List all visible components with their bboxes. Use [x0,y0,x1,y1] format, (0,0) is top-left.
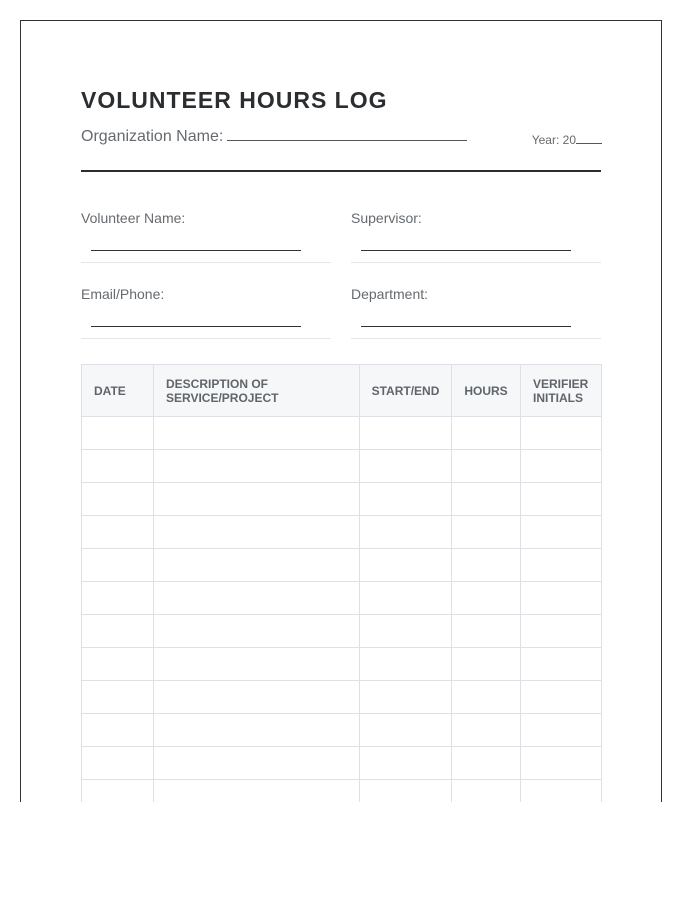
hours-cell[interactable] [452,549,521,582]
date-cell[interactable] [82,417,154,450]
email-phone-label: Email/Phone: [81,286,165,302]
field-divider [81,338,331,339]
date-cell[interactable] [82,450,154,483]
verifier-initials-cell[interactable] [521,516,602,549]
table-row [82,417,602,450]
hours-log-table [81,364,602,802]
start-end-cell[interactable] [360,747,452,780]
description-cell[interactable] [154,615,360,648]
hours-cell[interactable] [452,450,521,483]
hours-cell[interactable] [452,417,521,450]
description-cell[interactable] [154,747,360,780]
verifier-initials-cell[interactable] [521,780,602,803]
date-cell[interactable] [82,516,154,549]
department-label: Department: [351,286,429,302]
start-end-cell[interactable] [360,549,452,582]
document-title: VOLUNTEER HOURS LOG [81,87,388,113]
verifier-initials-cell[interactable] [521,483,602,516]
date-cell[interactable] [82,615,154,648]
year-blank[interactable] [576,134,602,144]
table-row [82,516,602,549]
table-row [82,615,602,648]
start-end-cell[interactable] [360,648,452,681]
supervisor-field[interactable] [351,210,601,263]
organization-name-field[interactable] [81,128,467,146]
organization-name-label: Organization Name: [81,128,224,145]
year-label: Year: 20 [531,133,576,147]
header-divider [81,170,601,172]
table-row [82,483,602,516]
hours-cell[interactable] [452,714,521,747]
supervisor-label: Supervisor: [351,210,422,226]
description-cell[interactable] [154,450,360,483]
hours-cell[interactable] [452,681,521,714]
description-cell[interactable] [154,483,360,516]
email-phone-blank[interactable] [91,316,301,327]
table-row [82,450,602,483]
column-header-description: DESCRIPTION OF SERVICE/PROJECT [154,365,360,417]
hours-cell[interactable] [452,516,521,549]
hours-cell[interactable] [452,780,521,803]
column-header-verifier-initials: VERIFIER INITIALS [521,365,602,417]
table-row [82,549,602,582]
description-cell[interactable] [154,417,360,450]
date-cell[interactable] [82,549,154,582]
table-row [82,681,602,714]
description-cell[interactable] [154,681,360,714]
field-divider [81,262,331,263]
year-field[interactable] [532,133,602,147]
verifier-initials-cell[interactable] [521,549,602,582]
verifier-initials-cell[interactable] [521,648,602,681]
table-row [82,747,602,780]
date-cell[interactable] [82,747,154,780]
hours-cell[interactable] [452,582,521,615]
start-end-cell[interactable] [360,780,452,803]
start-end-cell[interactable] [360,483,452,516]
verifier-initials-cell[interactable] [521,417,602,450]
volunteer-name-blank[interactable] [91,240,301,251]
description-cell[interactable] [154,780,360,803]
table-header-row [82,365,602,417]
description-cell[interactable] [154,549,360,582]
start-end-cell[interactable] [360,681,452,714]
date-cell[interactable] [82,714,154,747]
column-header-date: DATE [82,365,154,417]
date-cell[interactable] [82,582,154,615]
department-field[interactable] [351,286,601,339]
verifier-initials-cell[interactable] [521,714,602,747]
verifier-initials-cell[interactable] [521,681,602,714]
start-end-cell[interactable] [360,615,452,648]
column-header-start-end: START/END [360,365,452,417]
hours-cell[interactable] [452,483,521,516]
hours-cell[interactable] [452,648,521,681]
table-row [82,648,602,681]
date-cell[interactable] [82,483,154,516]
column-header-hours: HOURS [452,365,521,417]
volunteer-name-label: Volunteer Name: [81,210,186,226]
hours-cell[interactable] [452,747,521,780]
supervisor-blank[interactable] [361,240,571,251]
description-cell[interactable] [154,648,360,681]
table-row [82,714,602,747]
date-cell[interactable] [82,681,154,714]
start-end-cell[interactable] [360,714,452,747]
organization-name-blank[interactable] [227,128,467,141]
table-row [82,582,602,615]
email-phone-field[interactable] [81,286,331,339]
field-divider [351,262,601,263]
verifier-initials-cell[interactable] [521,615,602,648]
start-end-cell[interactable] [360,417,452,450]
description-cell[interactable] [154,516,360,549]
date-cell[interactable] [82,648,154,681]
table-body [82,417,602,803]
verifier-initials-cell[interactable] [521,747,602,780]
description-cell[interactable] [154,714,360,747]
document-page [20,20,662,802]
field-divider [351,338,601,339]
start-end-cell[interactable] [360,450,452,483]
date-cell[interactable] [82,780,154,803]
department-blank[interactable] [361,316,571,327]
verifier-initials-cell[interactable] [521,582,602,615]
description-cell[interactable] [154,582,360,615]
start-end-cell[interactable] [360,516,452,549]
start-end-cell[interactable] [360,582,452,615]
verifier-initials-cell[interactable] [521,450,602,483]
hours-cell[interactable] [452,615,521,648]
volunteer-name-field[interactable] [81,210,331,263]
table-row [82,780,602,803]
